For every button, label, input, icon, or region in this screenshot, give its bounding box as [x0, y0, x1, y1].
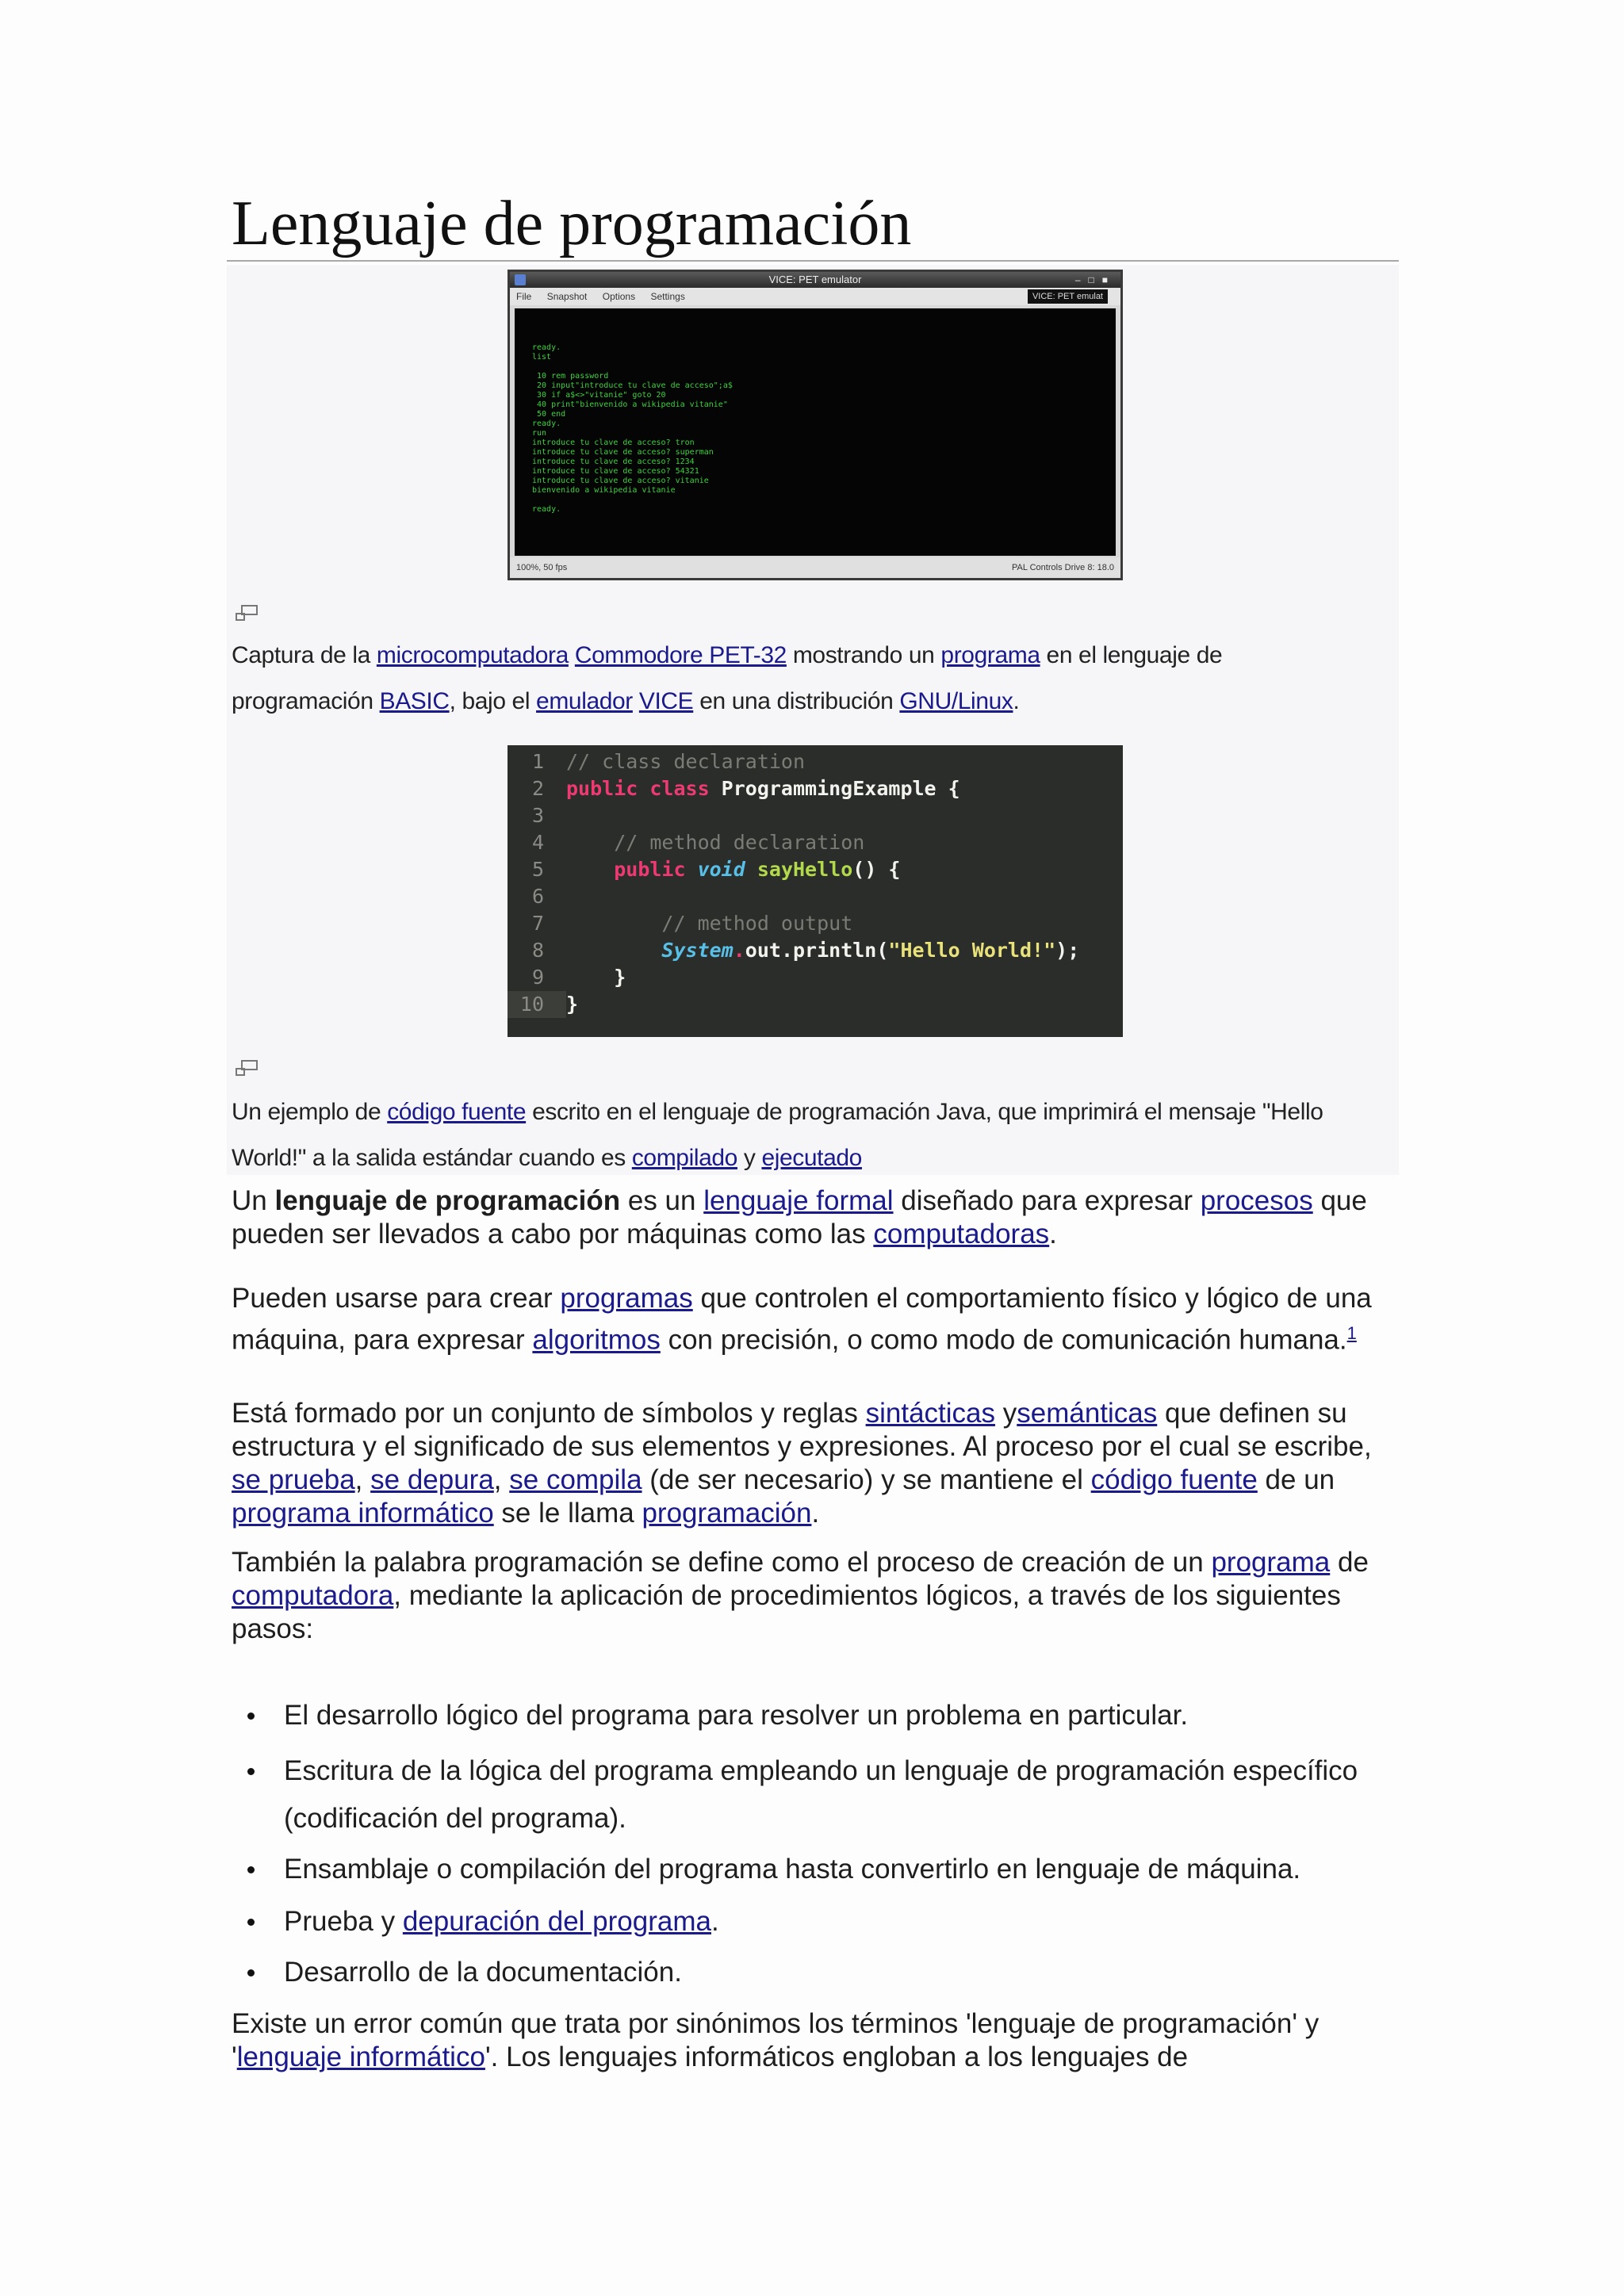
page-title: Lenguaje de programación	[232, 189, 912, 258]
paragraph-uses: Pueden usarse para crear programas que controlen el comportamiento físico y lógico de una máquina, para expresar algoritmos con precisión, o como modo de comunicación humana.$^1$	[232, 1283, 1372, 1356]
link-se-depura[interactable]: se depura	[370, 1464, 494, 1495]
line-number: 4	[531, 831, 544, 854]
code-line	[508, 829, 1123, 856]
vice-app-icon	[515, 274, 526, 285]
basic-screen-line: ready.	[532, 505, 561, 514]
paragraph-structure: Está formado por un conjunto de símbolos y reglas sintácticas ysemánticas que definen su estructura y el significado de sus elementos y expresiones. Al proceso por el cual se escribe, se prueba, se depura, se compila (de ser necesario) y se mantiene el código fuente de un programa informático se le llama programación.	[232, 1398, 1372, 1529]
basic-screen-line: ready.	[532, 419, 561, 428]
enlarge-icon[interactable]	[235, 604, 259, 622]
java-code-screenshot[interactable]	[508, 745, 1123, 1037]
basic-screen-line: introduce tu clave de acceso? vitanie	[532, 476, 709, 485]
code-token: );	[1055, 939, 1080, 962]
link-computadora[interactable]: computadora	[232, 1580, 394, 1611]
line-number: 6	[531, 885, 544, 908]
code-token: // method declaration	[614, 831, 865, 854]
code-token	[566, 939, 661, 962]
vice-titlebar	[510, 272, 1120, 288]
basic-screen-line: introduce tu clave de acceso? superman	[532, 448, 714, 457]
link-programas[interactable]: programas	[560, 1283, 693, 1314]
link-lenguaje-informatico[interactable]: lenguaje informático	[236, 2042, 485, 2072]
line-number: 10	[508, 991, 566, 1018]
code-token: public	[614, 858, 698, 881]
list-item: Desarrollo de la documentación.	[232, 1949, 1389, 1996]
vice-window-title: VICE: PET emulator	[768, 274, 862, 285]
link-sintacticas[interactable]: sintácticas	[865, 1398, 996, 1429]
vice-emulator-screenshot[interactable]	[508, 270, 1123, 580]
line-number: 9	[531, 966, 544, 989]
link-emulador[interactable]: emulador	[536, 688, 633, 714]
line-number: 1	[531, 750, 544, 773]
basic-screen-line: 40 print"bienvenido a wikipedia vitanie"	[532, 400, 728, 409]
code-token: }	[566, 993, 579, 1016]
basic-screen-line: introduce tu clave de acceso? 54321	[532, 467, 699, 476]
vice-statusbar	[510, 557, 1120, 578]
steps-list	[232, 1692, 1389, 1996]
basic-screen-line: run	[532, 429, 547, 438]
paragraph-common-error: Existe un error común que trata por sinónimos los términos 'lenguaje de programación' y 'lenguaje informático'. Los lenguajes informáticos engloban a los lenguajes de	[232, 2008, 1320, 2072]
link-microcomputadora[interactable]: microcomputadora	[376, 642, 569, 668]
link-codigo-fuente[interactable]: código fuente	[387, 1099, 527, 1125]
code-line	[508, 748, 1123, 775]
code-token	[566, 858, 614, 881]
code-token	[566, 912, 661, 935]
code-token: ProgrammingExample	[721, 777, 948, 800]
code-token: out.println(	[745, 939, 889, 962]
line-number: 2	[531, 777, 544, 800]
code-token	[566, 966, 614, 989]
code-token: sayHello	[756, 858, 853, 881]
term-bold: lenguaje de programación	[274, 1185, 621, 1216]
figure2-caption: Un ejemplo de código fuente escrito en el lenguaje de programación Java, que imprimirá el mensaje "Hello World!" a la salida estándar cuando es compilado y ejecutado	[232, 1099, 1323, 1171]
link-procesos[interactable]: procesos	[1200, 1185, 1313, 1216]
basic-screen-line: bienvenido a wikipedia vitanie	[532, 486, 676, 495]
enlarge-icon[interactable]	[235, 1059, 259, 1077]
link-commodore-pet[interactable]: Commodore PET-32	[574, 642, 787, 668]
link-vice[interactable]: VICE	[638, 688, 694, 714]
footnote-link[interactable]: 1	[1346, 1323, 1357, 1343]
title-divider	[227, 260, 1399, 262]
code-token: System	[661, 939, 733, 962]
link-depuracion[interactable]: depuración del programa	[402, 1906, 711, 1937]
code-line	[508, 856, 1123, 883]
link-programacion[interactable]: programación	[642, 1498, 812, 1529]
line-number: 7	[531, 912, 544, 935]
code-token: // class declaration	[566, 750, 806, 773]
code-line	[508, 964, 1123, 991]
code-token: .	[733, 939, 745, 962]
vice-status-right: PAL Controls Drive 8: 18.0	[1011, 563, 1114, 572]
line-number: 5	[531, 858, 544, 881]
figure-panel	[227, 265, 1399, 1175]
code-line	[508, 883, 1123, 910]
paragraph-definition: Un lenguaje de programación es un lenguaje formal diseñado para expresar procesos que pueden ser llevados a cabo por máquinas como las computadoras.	[232, 1185, 1367, 1249]
basic-screen-line	[532, 496, 1116, 505]
code-line	[508, 802, 1123, 829]
list-item: Prueba y depuración del programa.	[232, 1898, 1389, 1949]
vice-status-left: 100%, 50 fps	[516, 563, 568, 572]
link-algoritmos[interactable]: algoritmos	[532, 1324, 661, 1356]
link-codigo-fuente-2[interactable]: código fuente	[1090, 1464, 1258, 1495]
vice-menu-tag: VICE: PET emulat	[1028, 289, 1108, 304]
basic-screen-line: introduce tu clave de acceso? tron	[532, 438, 695, 447]
basic-screen-line: 30 if a$<>"vitanie" goto 20	[532, 391, 666, 400]
link-semanticas[interactable]: semánticas	[1017, 1398, 1158, 1429]
line-number: 3	[531, 804, 544, 827]
link-ejecutado[interactable]: ejecutado	[761, 1145, 862, 1171]
code-token: }	[614, 966, 626, 989]
link-basic[interactable]: BASIC	[379, 688, 450, 714]
link-programa-informatico[interactable]: programa informático	[232, 1498, 494, 1529]
link-gnu-linux[interactable]: GNU/Linux	[899, 688, 1013, 714]
link-lenguaje-formal[interactable]: lenguaje formal	[703, 1185, 894, 1216]
link-se-compila[interactable]: se compila	[509, 1464, 642, 1495]
list-item: Escritura de la lógica del programa empleando un lenguaje de programación específico (codificación del programa).	[232, 1747, 1389, 1846]
basic-screen-line: 10 rem password	[532, 372, 609, 381]
vice-menu-snapshot: Snapshot	[546, 291, 588, 302]
vice-menubar	[510, 288, 1120, 305]
basic-screen-line	[532, 362, 1116, 372]
code-line	[508, 991, 1123, 1018]
link-programa-2[interactable]: programa	[1211, 1547, 1331, 1578]
paragraph-programming: También la palabra programación se define como el proceso de creación de un programa de computadora, mediante la aplicación de procedimientos lógicos, a través de los siguientes pasos:	[232, 1547, 1369, 1644]
code-token	[566, 831, 614, 854]
list-item: Ensamblaje o compilación del programa hasta convertirlo en lenguaje de máquina.	[232, 1846, 1389, 1898]
code-line	[508, 775, 1123, 802]
link-compilado[interactable]: compilado	[631, 1145, 737, 1171]
basic-screen-line: list	[532, 353, 552, 362]
line-number: 8	[531, 939, 544, 962]
basic-screen-line: 20 input"introduce tu clave de acceso";a$	[532, 381, 733, 390]
basic-screen-line: 50 end	[532, 410, 566, 419]
code-token: {	[948, 777, 960, 800]
link-computadoras[interactable]: computadoras	[873, 1219, 1050, 1249]
link-programa[interactable]: programa	[940, 642, 1040, 668]
vice-basic-screen	[515, 308, 1116, 556]
code-token: () {	[852, 858, 901, 881]
vice-menu-file: File	[516, 291, 532, 302]
code-line	[508, 937, 1123, 964]
basic-screen-line: ready.	[532, 343, 561, 352]
figure1-caption: Captura de la microcomputadora Commodore PET-32 mostrando un programa en el lenguaje de programación BASIC, bajo el emulador VICE en una distribución GNU/Linux.	[232, 642, 1223, 714]
code-token: void	[697, 858, 757, 881]
window-controls-icon: –□■	[1074, 274, 1116, 285]
vice-menu-settings: Settings	[650, 291, 685, 302]
code-line	[508, 910, 1123, 937]
basic-screen-line: introduce tu clave de acceso? 1234	[532, 457, 695, 466]
code-token: // method output	[661, 912, 853, 935]
code-token: public class	[566, 777, 722, 800]
code-token: "Hello World!"	[888, 939, 1056, 962]
list-item: El desarrollo lógico del programa para resolver un problema en particular.	[232, 1692, 1389, 1747]
link-se-prueba[interactable]: se prueba	[232, 1464, 355, 1495]
vice-menu-options: Options	[602, 291, 636, 302]
